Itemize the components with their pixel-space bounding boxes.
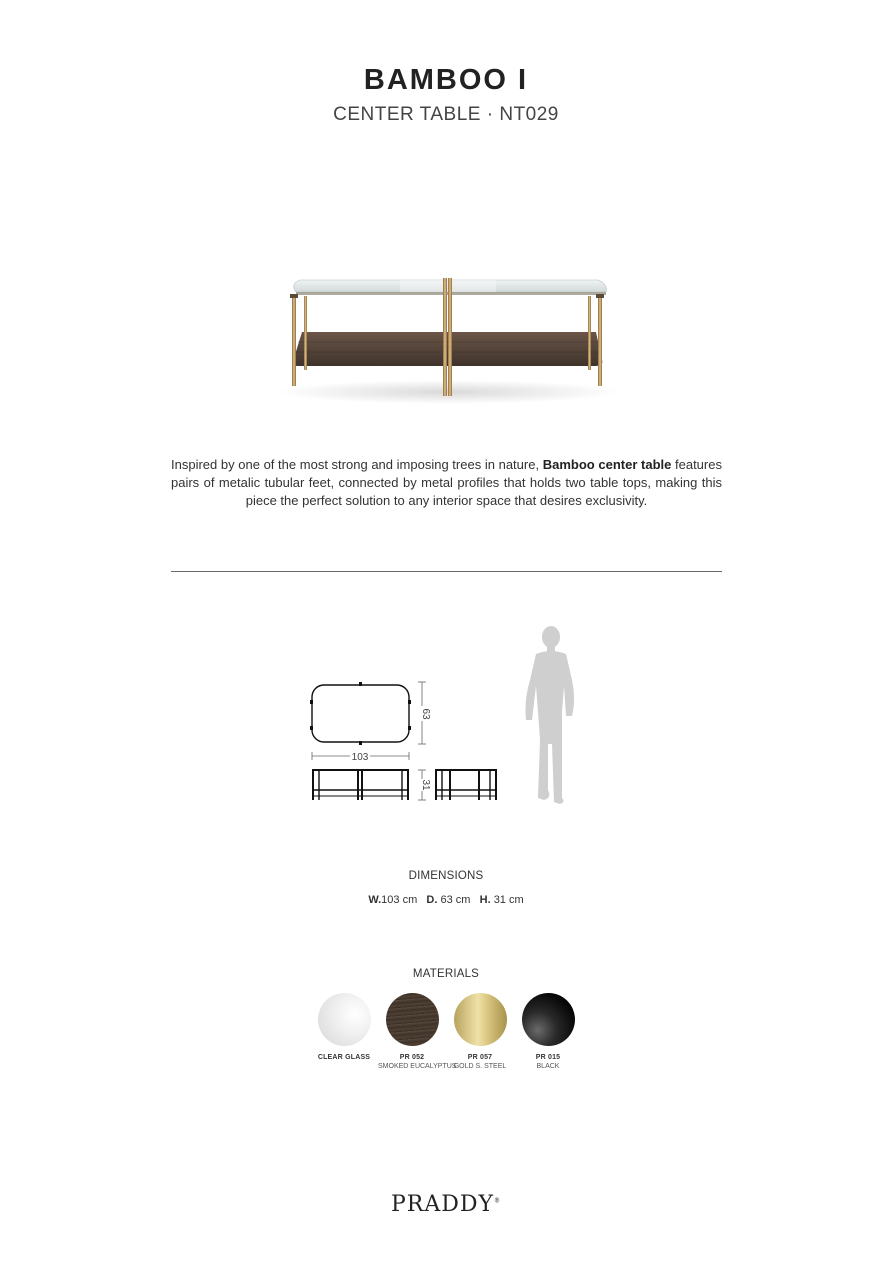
- product-image: [276, 270, 620, 405]
- human-scale-silhouette: [526, 626, 575, 804]
- side-elevation: [435, 769, 497, 800]
- width-key: W.: [368, 894, 382, 906]
- materials-label: MATERIALS: [412, 968, 480, 980]
- material-code: PR 057: [467, 1054, 493, 1061]
- depth-key: D.: [426, 894, 438, 906]
- material-name: BLACK: [536, 1063, 560, 1070]
- product-subtitle: CENTER TABLE · NT029: [333, 104, 559, 125]
- dimensions-values: [0, 894, 892, 906]
- material-swatches: [310, 993, 590, 1083]
- plan-view: [312, 685, 409, 742]
- dimensions-label: DIMENSIONS: [408, 870, 484, 882]
- material-circle-smoked-eucalyptus: [386, 993, 439, 1046]
- product-title: BAMBOO I: [363, 64, 529, 96]
- height-mark: 31: [420, 779, 431, 791]
- width-value: 103 cm: [381, 894, 418, 906]
- height-value: 31 cm: [493, 894, 524, 906]
- material-circle-black: [522, 993, 575, 1046]
- material-circle-gold-steel: [454, 993, 507, 1046]
- height-key: H.: [479, 894, 491, 906]
- description-rest: features pairs of metalic tubular feet, connected by metal profiles that holds two table tops, making this piece the perfect solution to any interior space that desires exclusivity.: [171, 457, 722, 508]
- brand-name: PRADDY: [390, 1192, 495, 1217]
- material-swatch: [310, 993, 378, 1062]
- width-mark: 103: [351, 752, 369, 763]
- material-code: PR 015: [535, 1054, 561, 1061]
- description-lead: Inspired by one of the most strong and imposing trees in nature,: [171, 457, 540, 472]
- front-elevation: [312, 769, 409, 800]
- registered-mark: ®: [494, 1197, 502, 1205]
- material-name: GOLD S. STEEL: [453, 1063, 507, 1070]
- material-swatch: [514, 993, 582, 1071]
- material-swatch: [378, 993, 457, 1071]
- material-swatch: [446, 993, 514, 1071]
- material-code: CLEAR GLASS: [317, 1054, 371, 1061]
- brand-logo: [0, 1192, 892, 1217]
- depth-mark: 63: [420, 708, 431, 720]
- material-circle-clear-glass: [318, 993, 371, 1046]
- depth-value: 63 cm: [440, 894, 471, 906]
- description-highlight: Bamboo center table: [542, 457, 672, 472]
- technical-drawing: [300, 620, 600, 810]
- material-code: PR 052: [399, 1054, 425, 1061]
- material-name: SMOKED EUCALYPTUS: [378, 1063, 457, 1070]
- product-description: [171, 456, 722, 510]
- section-divider: [171, 571, 722, 572]
